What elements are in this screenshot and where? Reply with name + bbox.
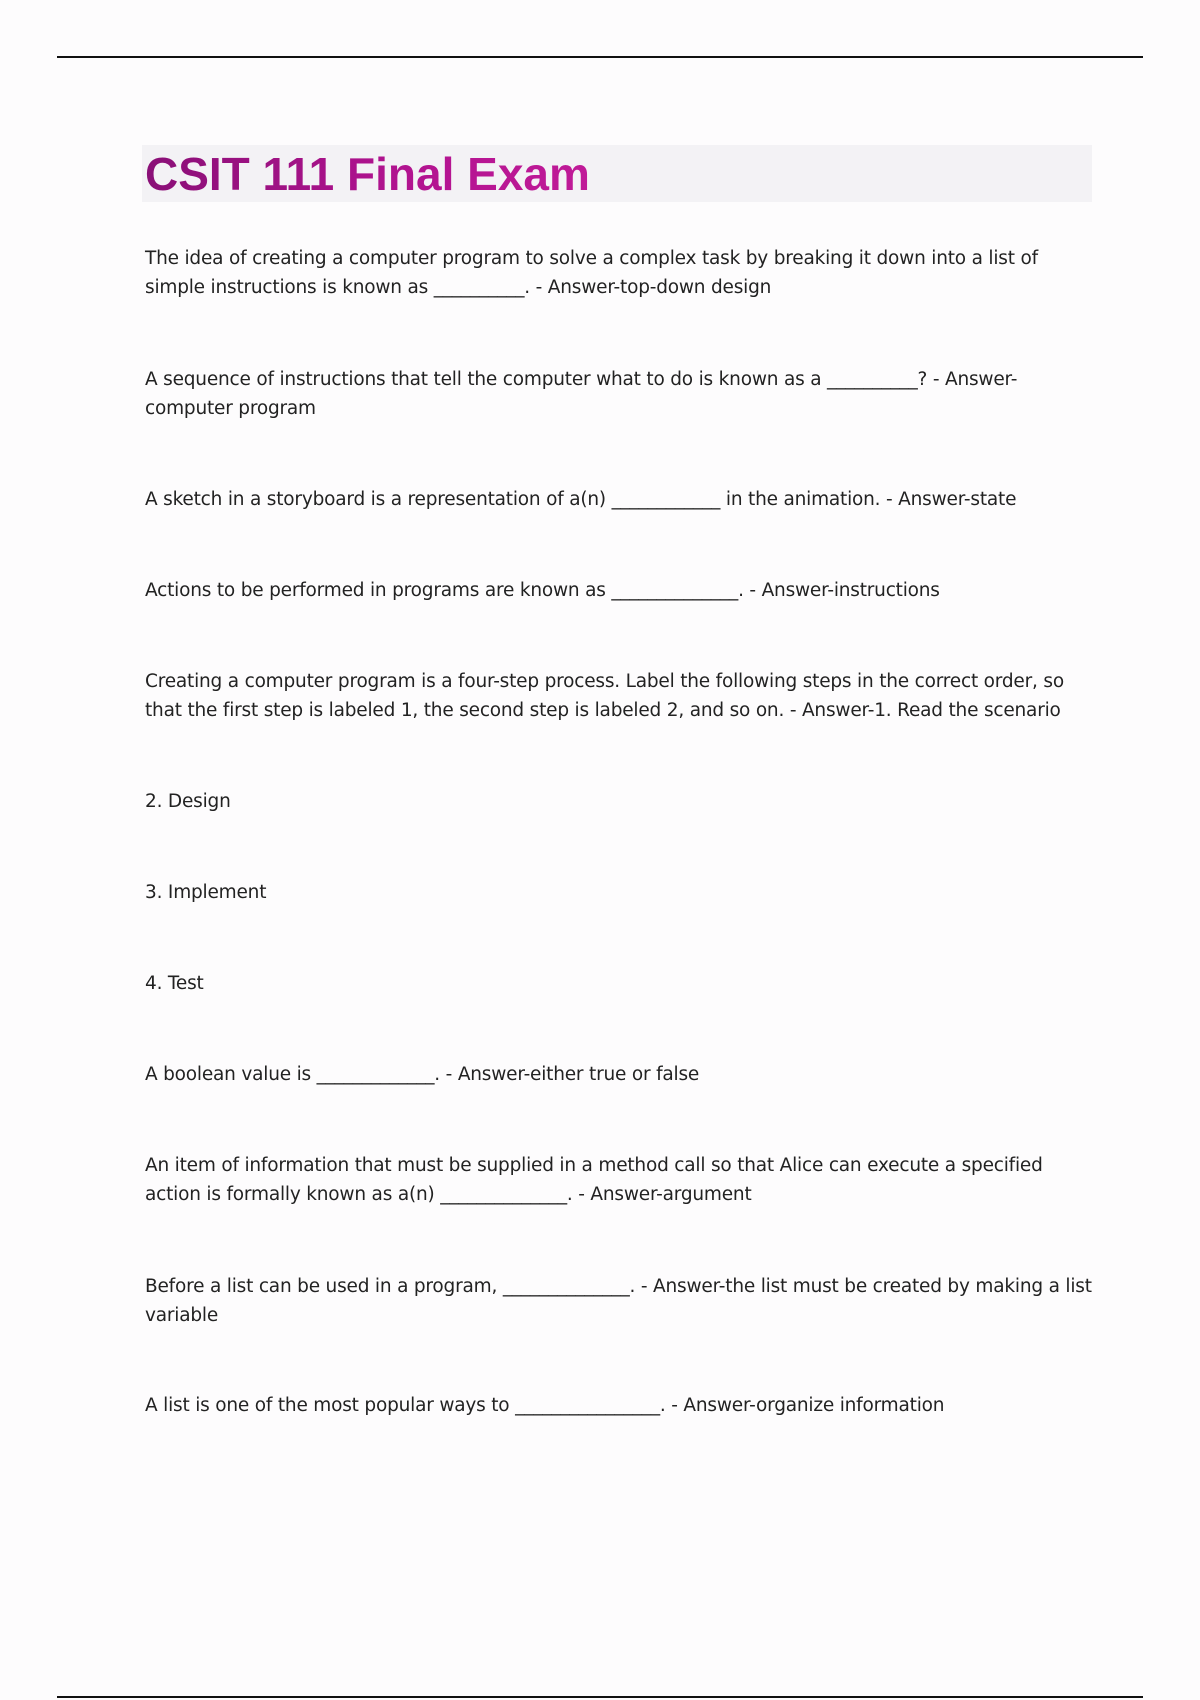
question-1: The idea of creating a computer program to solve a complex task by breaking it down into a list of simple instructions is known as __________. - Answer-top-down design xyxy=(145,248,1038,298)
top-rule xyxy=(57,56,1143,58)
question-9: A list is one of the most popular ways to ________________. - Answer-organize information xyxy=(145,1395,945,1416)
question-6: A boolean value is _____________. - Answer-either true or false xyxy=(145,1064,700,1085)
bottom-rule xyxy=(57,1696,1143,1698)
question-5: Creating a computer program is a four-step process. Label the following steps in the correct order, so that the first step is labeled 1, the second step is labeled 2, and so on. - Answer-1. Read the scenario xyxy=(145,671,1064,721)
question-3: A sketch in a storyboard is a representation of a(n) ____________ in the animation. - Answer-state xyxy=(145,489,1017,510)
list-item-step-4: 4. Test xyxy=(145,973,204,994)
question-7: An item of information that must be supplied in a method call so that Alice can execute a specified action is formally known as a(n) ______________. - Answer-argument xyxy=(145,1155,1043,1205)
question-8: Before a list can be used in a program, ______________. - Answer-the list must be created by making a list variable xyxy=(145,1276,1092,1326)
question-4: Actions to be performed in programs are known as ______________. - Answer-instructions xyxy=(145,580,940,601)
list-item-step-3: 3. Implement xyxy=(145,882,267,903)
page-title: CSIT 111 Final Exam xyxy=(145,148,590,200)
question-2: A sequence of instructions that tell the computer what to do is known as a __________? - Answer-computer program xyxy=(145,369,1018,419)
list-item-step-2: 2. Design xyxy=(145,791,231,812)
